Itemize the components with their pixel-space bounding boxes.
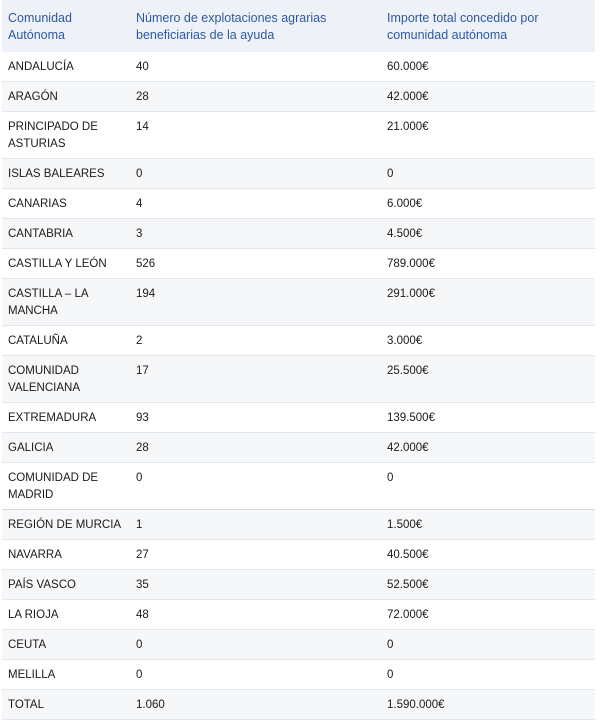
table-row xyxy=(2,570,595,600)
cell-farms: 48 xyxy=(130,600,381,630)
cell-community: TOTAL xyxy=(2,690,130,720)
cell-amount: 4.500€ xyxy=(381,219,595,249)
table-row xyxy=(2,660,595,690)
cell-farms: 28 xyxy=(130,82,381,112)
cell-farms: 526 xyxy=(130,249,381,279)
cell-community: CATALUÑA xyxy=(2,326,130,356)
cell-amount: 0 xyxy=(381,463,595,510)
cell-amount: 42.000€ xyxy=(381,433,595,463)
cell-community: LA RIOJA xyxy=(2,600,130,630)
cell-farms: 2 xyxy=(130,326,381,356)
cell-amount: 0 xyxy=(381,630,595,660)
cell-amount: 60.000€ xyxy=(381,52,595,82)
table-row xyxy=(2,219,595,249)
cell-farms: 93 xyxy=(130,403,381,433)
table-body xyxy=(2,52,595,720)
header-community: Comunidad Autónoma xyxy=(2,0,130,52)
table-row xyxy=(2,690,595,720)
table-row xyxy=(2,433,595,463)
cell-amount: 1.590.000€ xyxy=(381,690,595,720)
table-row xyxy=(2,159,595,189)
header-row xyxy=(2,0,595,52)
cell-community: MELILLA xyxy=(2,660,130,690)
cell-farms: 17 xyxy=(130,356,381,403)
table-row xyxy=(2,249,595,279)
cell-community: REGIÓN DE MURCIA xyxy=(2,510,130,540)
cell-amount: 6.000€ xyxy=(381,189,595,219)
cell-farms: 194 xyxy=(130,279,381,326)
cell-community: ARAGÓN xyxy=(2,82,130,112)
table-row xyxy=(2,463,595,510)
cell-amount: 0 xyxy=(381,159,595,189)
cell-community: CEUTA xyxy=(2,630,130,660)
cell-amount: 3.000€ xyxy=(381,326,595,356)
cell-farms: 4 xyxy=(130,189,381,219)
cell-amount: 25.500€ xyxy=(381,356,595,403)
cell-community: CASTILLA – LA MANCHA xyxy=(2,279,130,326)
table-row xyxy=(2,600,595,630)
table-row xyxy=(2,189,595,219)
cell-amount: 42.000€ xyxy=(381,82,595,112)
cell-farms: 40 xyxy=(130,52,381,82)
cell-farms: 0 xyxy=(130,463,381,510)
cell-farms: 0 xyxy=(130,660,381,690)
cell-community: COMUNIDAD VALENCIANA xyxy=(2,356,130,403)
table-container xyxy=(2,0,595,720)
table-row xyxy=(2,510,595,540)
cell-amount: 0 xyxy=(381,660,595,690)
table-row xyxy=(2,540,595,570)
cell-community: EXTREMADURA xyxy=(2,403,130,433)
cell-farms: 1 xyxy=(130,510,381,540)
table-row xyxy=(2,326,595,356)
cell-community: ISLAS BALEARES xyxy=(2,159,130,189)
aid-table xyxy=(2,0,595,720)
cell-community: CASTILLA Y LEÓN xyxy=(2,249,130,279)
header-farms: Número de explotaciones agrarias beneficiarias de la ayuda xyxy=(130,0,381,52)
cell-community: CANTABRIA xyxy=(2,219,130,249)
cell-farms: 28 xyxy=(130,433,381,463)
cell-community: ANDALUCÍA xyxy=(2,52,130,82)
cell-amount: 291.000€ xyxy=(381,279,595,326)
table-row xyxy=(2,356,595,403)
cell-amount: 52.500€ xyxy=(381,570,595,600)
cell-community: GALICIA xyxy=(2,433,130,463)
table-row xyxy=(2,403,595,433)
table-row xyxy=(2,279,595,326)
cell-community: PRINCIPADO DE ASTURIAS xyxy=(2,112,130,159)
cell-farms: 1.060 xyxy=(130,690,381,720)
cell-community: PAÍS VASCO xyxy=(2,570,130,600)
cell-community: CANARIAS xyxy=(2,189,130,219)
table-row xyxy=(2,82,595,112)
header-amount: Importe total concedido por comunidad autónoma xyxy=(381,0,595,52)
cell-amount: 139.500€ xyxy=(381,403,595,433)
cell-community: COMUNIDAD DE MADRID xyxy=(2,463,130,510)
table-row xyxy=(2,630,595,660)
cell-community: NAVARRA xyxy=(2,540,130,570)
cell-farms: 35 xyxy=(130,570,381,600)
cell-amount: 1.500€ xyxy=(381,510,595,540)
cell-amount: 72.000€ xyxy=(381,600,595,630)
cell-farms: 0 xyxy=(130,159,381,189)
cell-amount: 21.000€ xyxy=(381,112,595,159)
table-header xyxy=(2,0,595,52)
table-row xyxy=(2,112,595,159)
cell-farms: 14 xyxy=(130,112,381,159)
cell-farms: 3 xyxy=(130,219,381,249)
cell-farms: 27 xyxy=(130,540,381,570)
cell-amount: 789.000€ xyxy=(381,249,595,279)
cell-amount: 40.500€ xyxy=(381,540,595,570)
table-row xyxy=(2,52,595,82)
cell-farms: 0 xyxy=(130,630,381,660)
